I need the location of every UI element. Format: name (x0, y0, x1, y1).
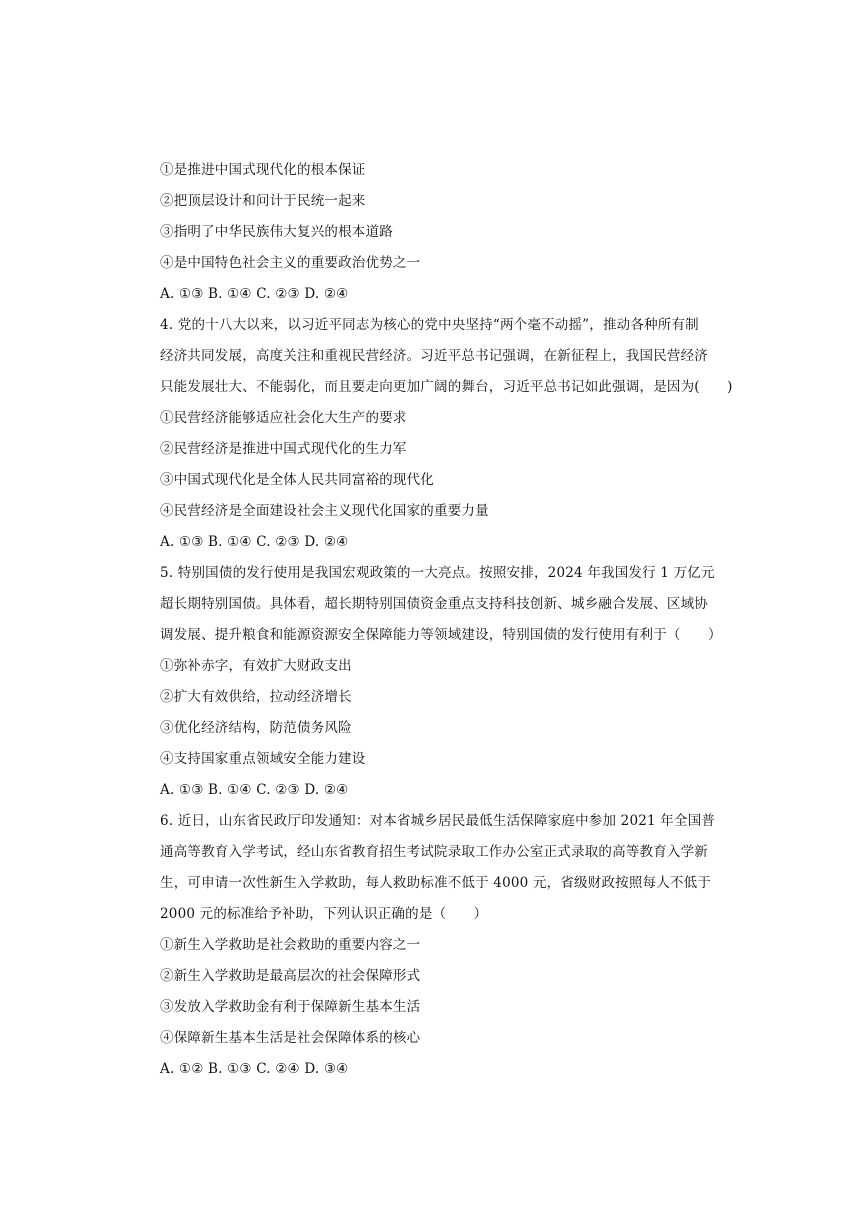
q4-option-2: ②民营经济是推进中国式现代化的生力军 (160, 441, 407, 457)
q5-stem-line-1: 5. 特别国债的发行使用是我国宏观政策的一大亮点。按照安排，2024 年我国发行 1 万亿元 (160, 565, 715, 581)
q6-stem-line-3: 生，可申请一次性新生入学救助，每人救助标准不低于 4000 元，省级财政按照每人不低于 (160, 875, 712, 891)
q3-option-3: ③指明了中华民族伟大复兴的根本道路 (160, 224, 393, 240)
q6-stem-line-4: 2000 元的标准给予补助，下列认识正确的是（ ） (160, 906, 488, 922)
q3-option-1: ①是推进中国式现代化的根本保证 (160, 162, 366, 178)
q5-answer-choices: A. ①③ B. ①④ C. ②③ D. ②④ (160, 782, 349, 798)
q6-option-1: ①新生入学救助是社会救助的重要内容之一 (160, 937, 421, 953)
q4-stem-line-3: 只能发展壮大、不能弱化，而且要走向更加广阔的舞台，习近平总书记如此强调，是因为( ) (160, 379, 733, 395)
q3-answer-choices: A. ①③ B. ①④ C. ②③ D. ②④ (160, 286, 349, 302)
q4-option-3: ③中国式现代化是全体人民共同富裕的现代化 (160, 472, 434, 488)
q4-stem-line-2: 经济共同发展，高度关注和重视民营经济。习近平总书记强调，在新征程上，我国民营经济 (160, 348, 708, 364)
q5-stem-line-3: 调发展、提升粮食和能源资源安全保障能力等领域建设，特别国债的发行使用有利于（ ） (160, 627, 722, 643)
q6-option-2: ②新生入学救助是最高层次的社会保障形式 (160, 968, 421, 984)
q6-stem-line-1: 6. 近日，山东省民政厅印发通知：对本省城乡居民最低生活保障家庭中参加 2021 年全国普 (160, 813, 716, 829)
q4-option-1: ①民营经济能够适应社会化大生产的要求 (160, 410, 407, 426)
q5-option-2: ②扩大有效供给，拉动经济增长 (160, 689, 352, 705)
q4-answer-choices: A. ①③ B. ①④ C. ②③ D. ②④ (160, 534, 349, 550)
q6-option-4: ④保障新生基本生活是社会保障体系的核心 (160, 1030, 421, 1046)
q5-stem-line-2: 超长期特别国债。具体看，超长期特别国债资金重点支持科技创新、城乡融合发展、区域协 (160, 596, 708, 612)
q3-option-4: ④是中国特色社会主义的重要政治优势之一 (160, 255, 421, 271)
q6-stem-line-2: 通高等教育入学考试，经山东省教育招生考试院录取工作办公室正式录取的高等教育入学新 (160, 844, 708, 860)
q4-option-4: ④民营经济是全面建设社会主义现代化国家的重要力量 (160, 503, 489, 519)
q6-answer-choices: A. ①② B. ①③ C. ②④ D. ③④ (160, 1061, 349, 1077)
q5-option-1: ①弥补赤字，有效扩大财政支出 (160, 658, 352, 674)
q3-option-2: ②把顶层设计和问计于民统一起来 (160, 193, 366, 209)
q5-option-3: ③优化经济结构，防范债务风险 (160, 720, 352, 736)
q4-stem-line-1: 4. 党的十八大以来，以习近平同志为核心的党中央坚持“两个毫不动摇”，推动各种所有制 (160, 317, 699, 333)
q6-option-3: ③发放入学救助金有利于保障新生基本生活 (160, 999, 421, 1015)
q5-option-4: ④支持国家重点领域安全能力建设 (160, 751, 366, 767)
